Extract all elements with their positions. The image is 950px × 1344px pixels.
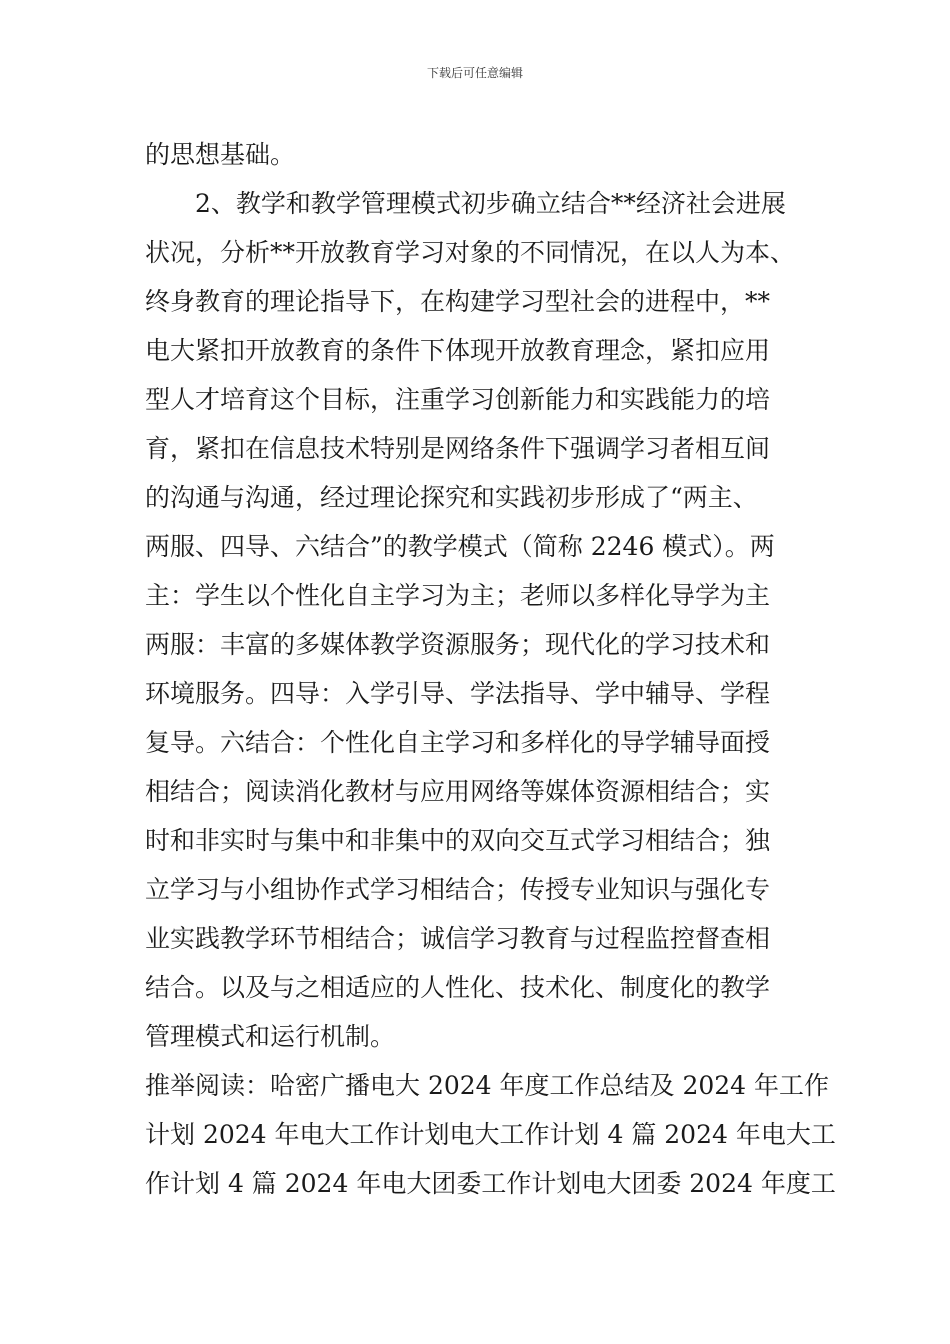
text-line: 状况，分析**开放教育学习对象的不同情况，在以人为本、 [145, 238, 796, 267]
text-line: 主：学生以个性化自主学习为主；老师以多样化导学为主 [145, 581, 771, 610]
text-line: 相结合；阅读消化教材与应用网络等媒体资源相结合；实 [145, 777, 771, 806]
text-line: 终身教育的理论指导下，在构建学习型社会的进程中，** [145, 287, 771, 316]
text-line: 复导。六结合：个性化自主学习和多样化的导学辅导面授 [145, 728, 771, 757]
text-line: 立学习与小组协作式学习相结合；传授专业知识与强化专 [145, 875, 771, 904]
text-line: 型人才培育这个目标，注重学习创新能力和实践能力的培 [145, 385, 771, 414]
text-line: 电大紧扣开放教育的条件下体现开放教育理念，紧扣应用 [145, 336, 771, 365]
text-line: 的思想基础。 [145, 140, 296, 169]
text-line: 时和非实时与集中和非集中的双向交互式学习相结合；独 [145, 826, 771, 855]
text-line: 结合。以及与之相适应的人性化、技术化、制度化的教学 [145, 973, 771, 1002]
page-header: 下载后可任意编辑 [426, 66, 523, 80]
text-line: 的沟通与沟通，经过理论探究和实践初步形成了“两主、 [145, 483, 758, 512]
recommended-reading-line: 推举阅读：哈密广播电大 2024 年度工作总结及 2024 年工作 [145, 1071, 830, 1100]
text-line: 业实践教学环节相结合；诚信学习教育与过程监控督查相 [145, 924, 771, 953]
recommended-reading-line: 计划 2024 年电大工作计划电大工作计划 4 篇 2024 年电大工 [145, 1120, 836, 1149]
text-line: 两服、四导、六结合”的教学模式（简称 2246 模式）。两 [145, 532, 775, 561]
recommended-reading-line: 作计划 4 篇 2024 年电大团委工作计划电大团委 2024 年度工 [145, 1169, 836, 1198]
text-line: 管理模式和运行机制。 [145, 1022, 396, 1051]
text-line: 育，紧扣在信息技术特别是网络条件下强调学习者相互间 [145, 434, 771, 463]
text-line: 环境服务。四导：入学引导、学法指导、学中辅导、学程 [145, 679, 771, 708]
paragraph-heading: 2、教学和教学管理模式初步确立结合**经济社会进展 [195, 189, 786, 218]
text-line: 两服：丰富的多媒体教学资源服务；现代化的学习技术和 [145, 630, 771, 659]
